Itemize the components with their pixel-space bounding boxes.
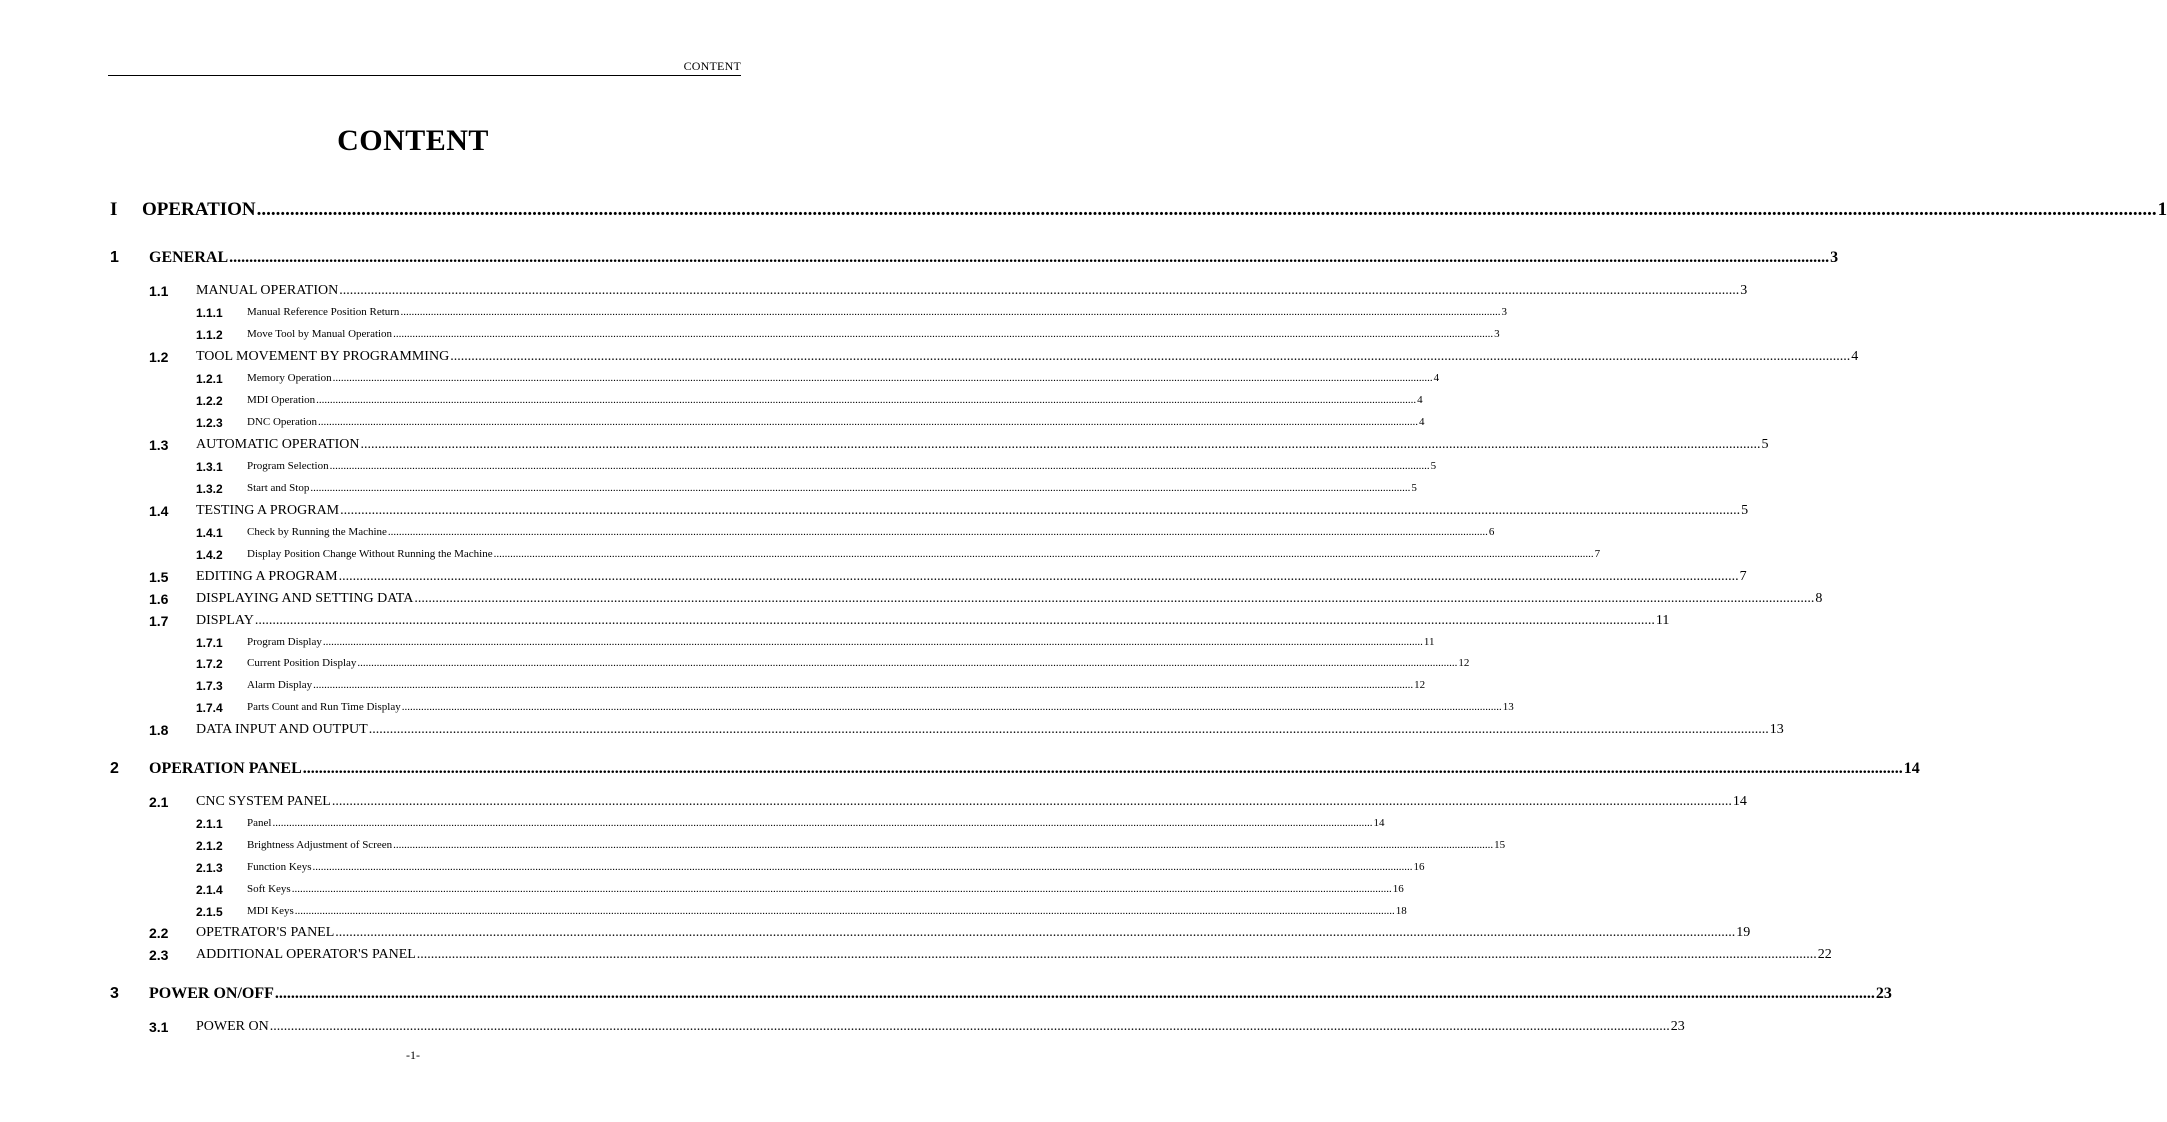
toc-entry-title: Parts Count and Run Time Display (247, 701, 401, 713)
toc-entry-section[interactable] (149, 437, 1769, 453)
toc-entry-page: 13 (1769, 722, 1784, 737)
toc-entry-page: 7 (1739, 569, 1747, 584)
toc-entry-title: GENERAL (149, 249, 229, 266)
toc-entry-title: Panel (247, 817, 272, 829)
toc-entry-title: AUTOMATIC OPERATION (196, 437, 360, 452)
toc-entry-page: 12 (1414, 679, 1426, 691)
toc-entry-title: OPERATION (142, 199, 256, 220)
toc-entry-number: 1.7.2 (196, 657, 223, 671)
toc-entry-title: DNC Operation (247, 416, 317, 428)
toc-entry-sub[interactable] (196, 883, 1404, 897)
toc-entry-title: POWER ON/OFF (149, 985, 274, 1002)
toc-entry-number: 2.1 (149, 794, 169, 810)
dot-leader: ................................................................................................................................................................................................................................................................................................................................................................................................................ (338, 569, 1739, 584)
dot-leader: ................................................................................................................................................................................................................................................................................................................................................................................................................ (316, 394, 1417, 406)
toc-entry-number: 3.1 (149, 1019, 169, 1035)
toc-entry-page: 4 (1417, 394, 1423, 406)
dot-leader: ................................................................................................................................................................................................................................................................................................................................................................................................................ (340, 503, 1741, 518)
toc-entry-number: 2.3 (149, 947, 169, 963)
toc-entry-page: 3 (1494, 328, 1500, 340)
dot-leader: ................................................................................................................................................................................................................................................................................................................................................................................................................ (450, 349, 1851, 364)
toc-entry-chapter[interactable] (110, 249, 1839, 267)
toc-entry-title: Alarm Display (247, 679, 313, 691)
toc-entry-title: TESTING A PROGRAM (196, 503, 340, 518)
toc-entry-page: 4 (1418, 416, 1425, 428)
toc-entry-page: 4 (1851, 349, 1859, 364)
toc-entry-page: 5 (1741, 503, 1749, 518)
toc-entry-number: 2.1.3 (196, 861, 223, 875)
dot-leader: ................................................................................................................................................................................................................................................................................................................................................................................................................ (401, 701, 1502, 713)
dot-leader: ................................................................................................................................................................................................................................................................................................................................................................................................................ (302, 760, 1903, 777)
toc-entry-number: 2.1.1 (196, 817, 223, 831)
toc-entry-page: 13 (1502, 701, 1514, 713)
toc-entry-title: Program Display (247, 636, 322, 648)
toc-entry-page: 14 (1903, 760, 1920, 777)
toc-entry-page: 7 (1594, 548, 1601, 560)
toc-entry-number: I (110, 199, 118, 220)
toc-entry-title: TOOL MOVEMENT BY PROGRAMMING (196, 349, 450, 364)
toc-entry-sub[interactable] (196, 701, 1514, 715)
toc-entry-sub[interactable] (196, 372, 1440, 386)
dot-leader: ................................................................................................................................................................................................................................................................................................................................................................................................................ (322, 636, 1423, 648)
toc-entry-sub[interactable] (196, 657, 1470, 671)
toc-entry-number: 1.3.1 (196, 460, 223, 474)
header-rule (108, 75, 741, 76)
toc-entry-chapter[interactable] (110, 985, 1892, 1003)
dot-leader: ................................................................................................................................................................................................................................................................................................................................................................................................................ (332, 372, 1433, 384)
dot-leader: ................................................................................................................................................................................................................................................................................................................................................................................................................ (291, 883, 1392, 895)
toc-entry-title: Function Keys (247, 861, 312, 873)
toc-entry-number: 1.7.1 (196, 636, 223, 650)
toc-entry-page: 5 (1411, 482, 1417, 494)
toc-entry-page: 3 (1740, 283, 1748, 298)
dot-leader: ................................................................................................................................................................................................................................................................................................................................................................................................................ (393, 328, 1494, 340)
toc-entry-title: ADDITIONAL OPERATOR'S PANEL (196, 947, 416, 962)
dot-leader: ................................................................................................................................................................................................................................................................................................................................................................................................................ (360, 437, 1761, 452)
dot-leader: ................................................................................................................................................................................................................................................................................................................................................................................................................ (329, 460, 1430, 472)
toc-entry-title: EDITING A PROGRAM (196, 569, 338, 584)
page-title: CONTENT (337, 124, 489, 157)
toc-entry-title: DATA INPUT AND OUTPUT (196, 722, 368, 737)
toc-entry-page: 16 (1413, 861, 1425, 873)
toc-entry-section[interactable] (149, 503, 1749, 519)
dot-leader: ................................................................................................................................................................................................................................................................................................................................................................................................................ (272, 817, 1373, 829)
toc-entry-page: 5 (1430, 460, 1437, 472)
toc-entry-number: 1.6 (149, 591, 169, 607)
toc-entry-page: 18 (1395, 905, 1407, 917)
dot-leader: ................................................................................................................................................................................................................................................................................................................................................................................................................ (313, 679, 1414, 691)
toc-entry-sub[interactable] (196, 306, 1507, 320)
dot-leader: ................................................................................................................................................................................................................................................................................................................................................................................................................ (254, 613, 1655, 628)
dot-leader: ................................................................................................................................................................................................................................................................................................................................................................................................................ (339, 283, 1740, 298)
toc-entry-number: 1.4 (149, 503, 169, 519)
dot-leader: ................................................................................................................................................................................................................................................................................................................................................................................................................ (310, 482, 1411, 494)
dot-leader: ................................................................................................................................................................................................................................................................................................................................................................................................................ (331, 794, 1732, 809)
toc-entry-sub[interactable] (196, 636, 1435, 650)
toc-entry-sub[interactable] (196, 416, 1425, 430)
toc-entry-title: MDI Keys (247, 905, 294, 917)
toc-entry-page: 11 (1423, 636, 1435, 648)
toc-entry-sub[interactable] (196, 817, 1385, 831)
toc-entry-section[interactable] (149, 794, 1747, 810)
toc-entry-number: 1.7.3 (196, 679, 223, 693)
toc-entry-section[interactable] (149, 1019, 1685, 1035)
toc-entry-sub[interactable] (196, 861, 1425, 875)
toc-entry-title: Brightness Adjustment of Screen (247, 839, 393, 851)
toc-entry-number: 1.2 (149, 349, 169, 365)
toc-entry-number: 1.7 (149, 613, 169, 629)
toc-entry-number: 2.1.2 (196, 839, 223, 853)
toc-entry-section[interactable] (149, 613, 1670, 629)
toc-entry-title: OPETRATOR'S PANEL (196, 925, 335, 940)
toc-entry-title: Current Position Display (247, 657, 357, 669)
toc-entry-page: 22 (1817, 947, 1832, 962)
dot-leader: ................................................................................................................................................................................................................................................................................................................................................................................................................ (229, 249, 1830, 266)
toc-entry-page: 15 (1494, 839, 1506, 851)
toc-entry-title: CNC SYSTEM PANEL (196, 794, 331, 809)
dot-leader: ................................................................................................................................................................................................................................................................................................................................................................................................................ (294, 905, 1395, 917)
toc-entry-number: 1.7.4 (196, 701, 223, 715)
toc-entry-sub[interactable] (196, 839, 1506, 853)
dot-leader: ................................................................................................................................................................................................................................................................................................................................................................................................................ (312, 861, 1413, 873)
toc-entry-title: DISPLAY (196, 613, 254, 628)
toc-entry-sub[interactable] (196, 394, 1423, 408)
toc-entry-number: 2 (110, 760, 119, 777)
toc-entry-number: 1.8 (149, 722, 169, 738)
dot-leader: ................................................................................................................................................................................................................................................................................................................................................................................................................ (393, 839, 1494, 851)
toc-entry-title: Display Position Change Without Running the Machine (247, 548, 493, 560)
toc-entry-page: 14 (1373, 817, 1385, 829)
toc-entry-title: Move Tool by Manual Operation (247, 328, 393, 340)
toc-entry-number: 1.3.2 (196, 482, 223, 496)
toc-entry-page: 6 (1488, 526, 1495, 538)
toc-entry-page: 4 (1433, 372, 1440, 384)
toc-entry-sub[interactable] (196, 679, 1426, 693)
toc-entry-number: 2.1.4 (196, 883, 223, 897)
toc-entry-title: DISPLAYING AND SETTING DATA (196, 591, 414, 606)
dot-leader: ................................................................................................................................................................................................................................................................................................................................................................................................................ (387, 526, 1488, 538)
dot-leader: ................................................................................................................................................................................................................................................................................................................................................................................................................ (335, 925, 1736, 940)
toc-entry-page: 5 (1761, 437, 1769, 452)
toc-entry-title: Program Selection (247, 460, 329, 472)
toc-entry-section[interactable] (149, 722, 1784, 738)
toc-entry-number: 1.1.2 (196, 328, 223, 342)
dot-leader: ................................................................................................................................................................................................................................................................................................................................................................................................................ (416, 947, 1817, 962)
toc-entry-section[interactable] (149, 947, 1832, 963)
toc-entry-page: 3 (1830, 249, 1839, 266)
dot-leader: ................................................................................................................................................................................................................................................................................................................................................................................................................ (400, 306, 1501, 318)
dot-leader: ................................................................................................................................................................................................................................................................................................................................................................................................................ (414, 591, 1815, 606)
dot-leader: ................................................................................................................................................................................................................................................................................................................................................................................................................ (357, 657, 1458, 669)
toc-entry-page: 12 (1458, 657, 1470, 669)
toc-entry-section[interactable] (149, 591, 1823, 607)
toc-entry-title: Start and Stop (247, 482, 310, 494)
toc-entry-title: MDI Operation (247, 394, 316, 406)
toc-entry-number: 1.3 (149, 437, 169, 453)
dot-leader: ................................................................................................................................................................................................................................................................................................................................................................................................................ (493, 548, 1594, 560)
toc-entry-sub[interactable] (196, 328, 1500, 342)
toc-entry-number: 1 (110, 249, 119, 266)
toc-entry-title: OPERATION PANEL (149, 760, 302, 777)
toc-entry-page: 23 (1875, 985, 1892, 1002)
toc-entry-section[interactable] (149, 569, 1747, 585)
toc-entry-sub[interactable] (196, 526, 1495, 540)
toc-entry-title: POWER ON (196, 1019, 269, 1034)
toc-entry-title: Soft Keys (247, 883, 291, 895)
toc-entry-sub[interactable] (196, 460, 1437, 474)
dot-leader: ................................................................................................................................................................................................................................................................................................................................................................................................................ (274, 985, 1875, 1002)
toc-entry-section[interactable] (149, 925, 1751, 941)
toc-entry-title: Manual Reference Position Return (247, 306, 400, 318)
toc-entry-page: 3 (1501, 306, 1507, 318)
toc-entry-chapter[interactable] (110, 760, 1920, 778)
toc-entry-title: MANUAL OPERATION (196, 283, 339, 298)
toc-entry-number: 1.5 (149, 569, 169, 585)
toc-entry-title: Check by Running the Machine (247, 526, 387, 538)
toc-entry-number: 1.2.2 (196, 394, 223, 408)
toc-entry-page: 1 (2157, 199, 2167, 220)
toc-entry-page: 23 (1670, 1019, 1685, 1034)
toc-entry-sub[interactable] (196, 905, 1407, 919)
toc-entry-title: Memory Operation (247, 372, 332, 384)
toc-entry-page: 8 (1815, 591, 1823, 606)
dot-leader: ................................................................................................................................................................................................................................................................................................................................................................................................................ (256, 199, 2157, 220)
dot-leader: ................................................................................................................................................................................................................................................................................................................................................................................................................ (368, 722, 1769, 737)
toc-entry-page: 19 (1736, 925, 1751, 940)
toc-entry-number: 1.4.2 (196, 548, 223, 562)
toc-entry-sub[interactable] (196, 548, 1601, 562)
running-header: CONTENT (683, 59, 741, 73)
toc-entry-part[interactable] (110, 199, 2167, 221)
page-number: -1- (406, 1048, 420, 1062)
toc-entry-section[interactable] (149, 283, 1748, 299)
toc-entry-number: 1.2.3 (196, 416, 223, 430)
toc-entry-page: 11 (1655, 613, 1670, 628)
toc-entry-number: 1.4.1 (196, 526, 223, 540)
toc-entry-number: 3 (110, 985, 119, 1002)
dot-leader: ................................................................................................................................................................................................................................................................................................................................................................................................................ (269, 1019, 1670, 1034)
toc-entry-number: 1.1.1 (196, 306, 223, 320)
toc-entry-page: 14 (1732, 794, 1747, 809)
dot-leader: ................................................................................................................................................................................................................................................................................................................................................................................................................ (317, 416, 1418, 428)
toc-entry-sub[interactable] (196, 482, 1417, 496)
toc-entry-page: 16 (1392, 883, 1404, 895)
toc-entry-number: 2.1.5 (196, 905, 223, 919)
toc-entry-section[interactable] (149, 349, 1859, 365)
toc-entry-number: 2.2 (149, 925, 169, 941)
toc-entry-number: 1.2.1 (196, 372, 223, 386)
toc-entry-number: 1.1 (149, 283, 169, 299)
